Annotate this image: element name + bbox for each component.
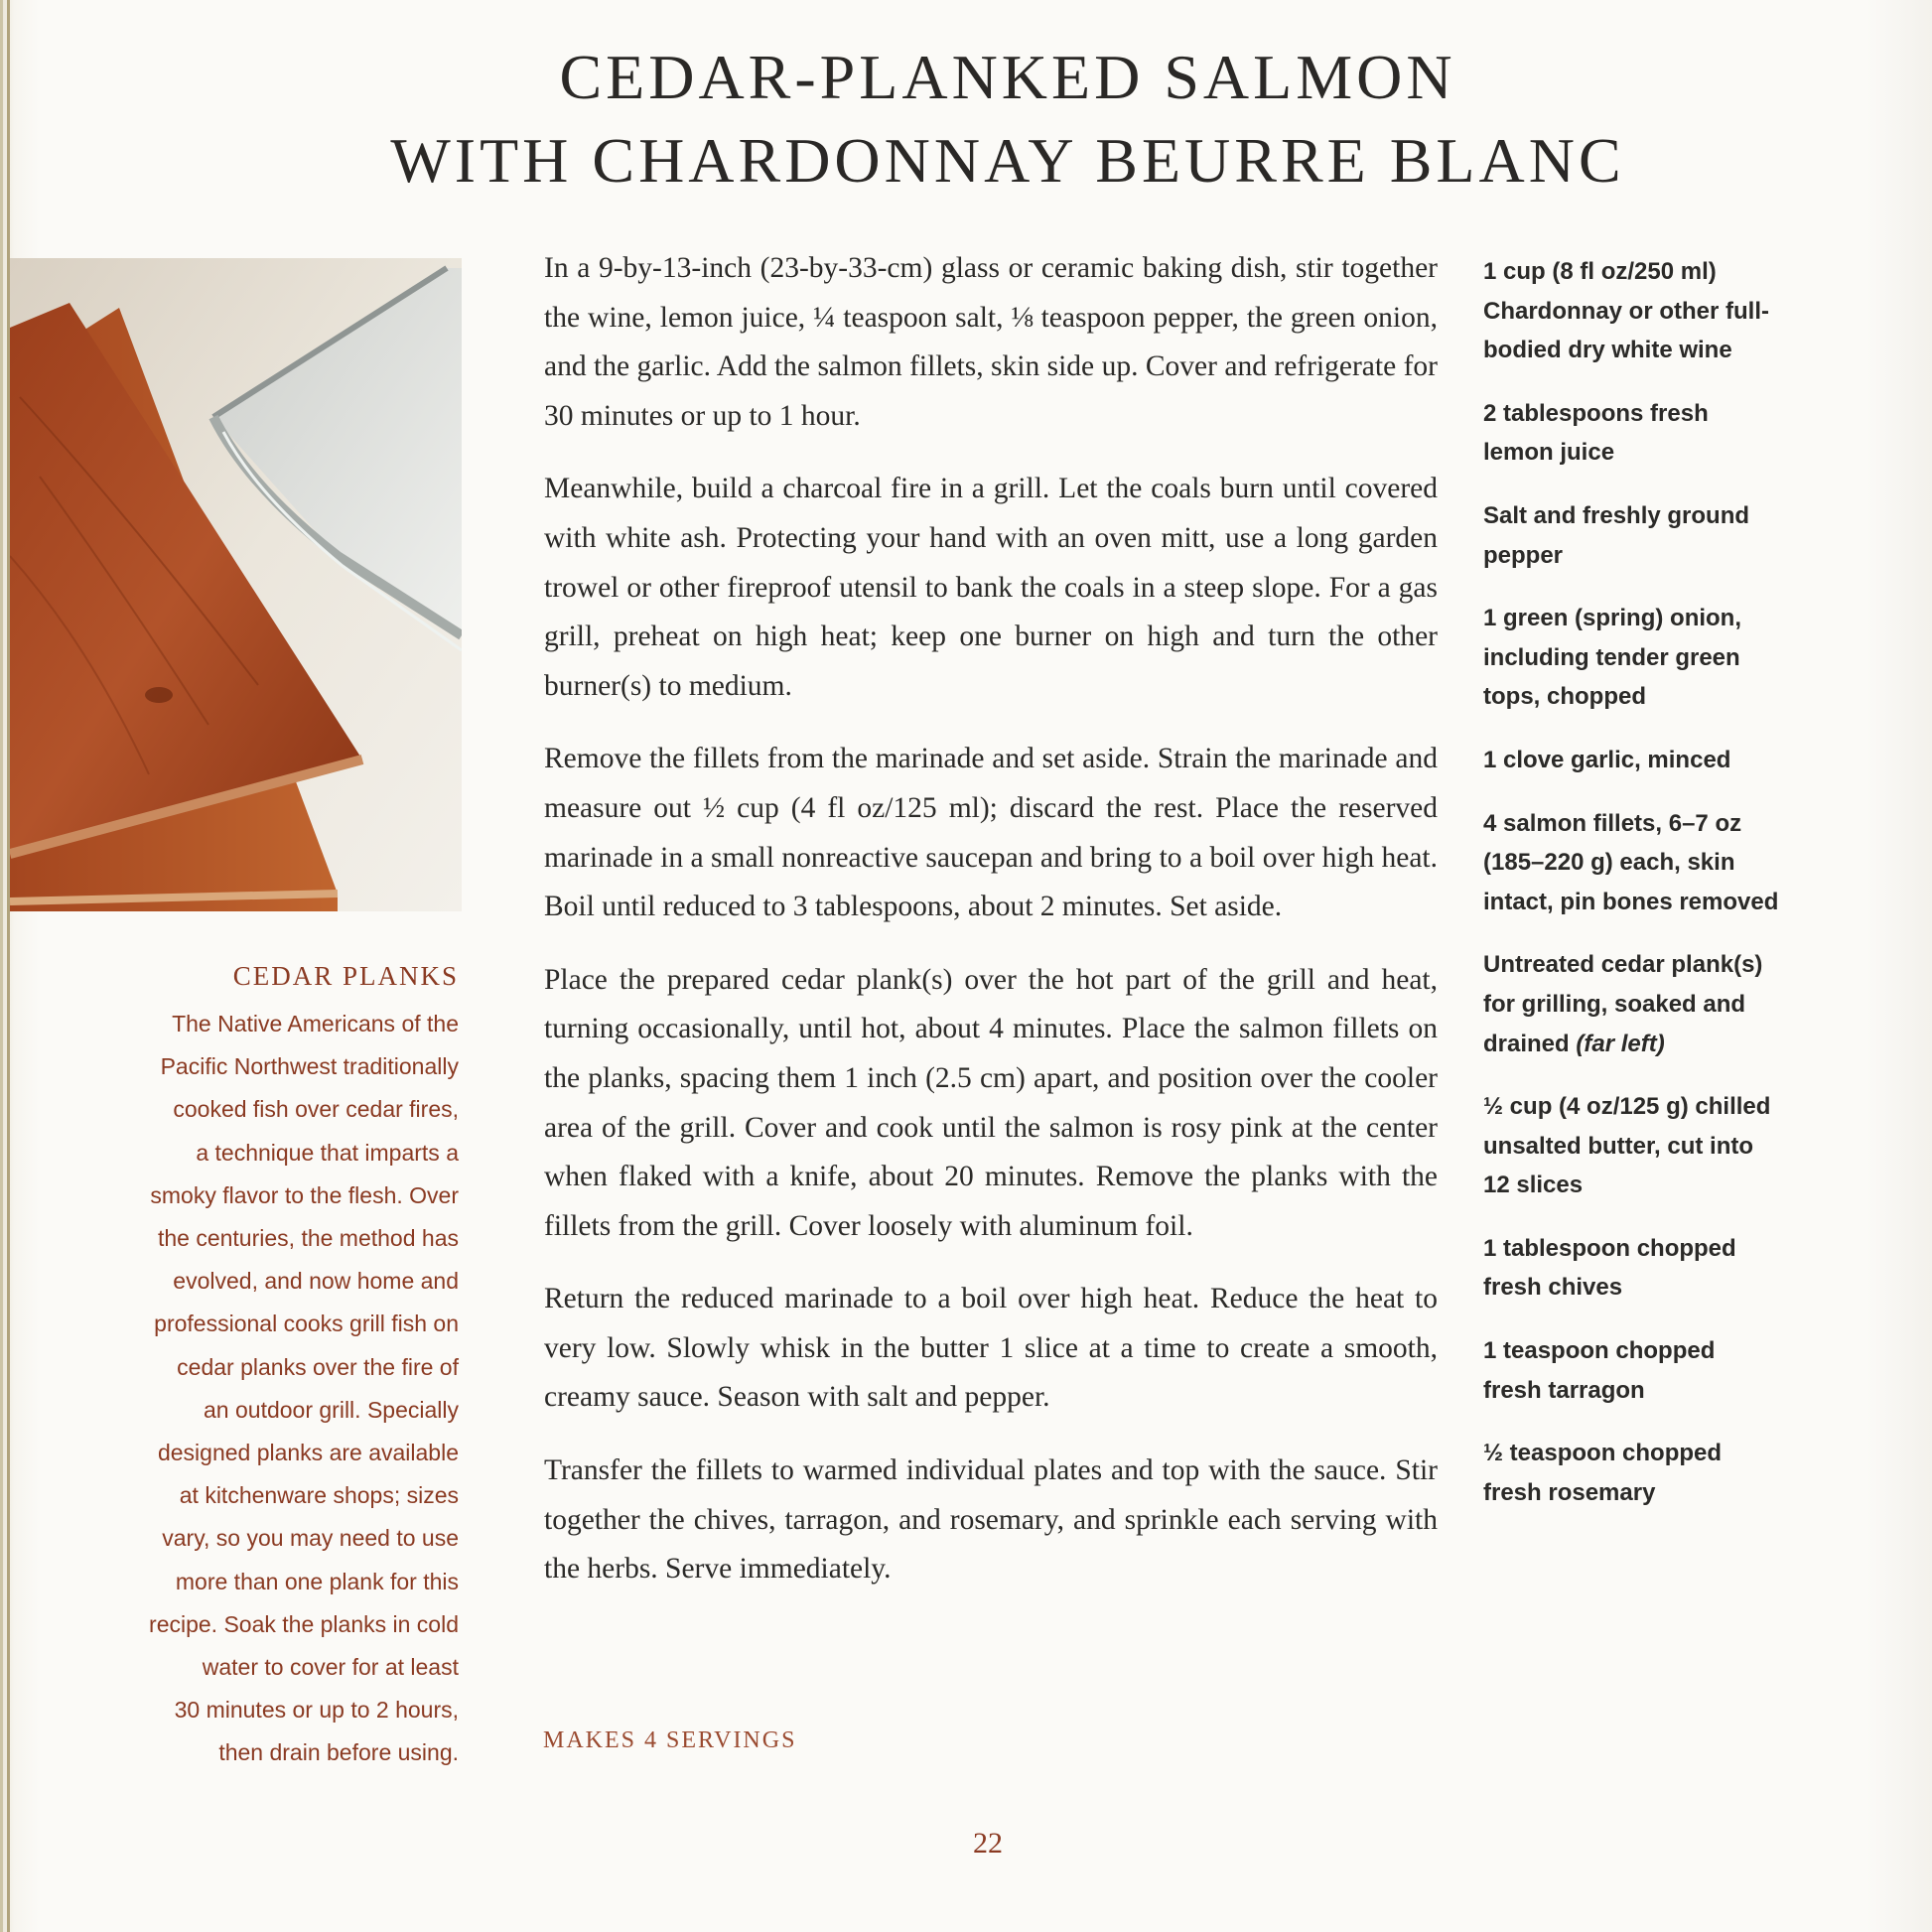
- method-paragraph: In a 9-by-13-inch (23-by-33-cm) glass or ceramic baking dish, stir together the wine, lemon juice, ¼ teaspoon salt, ⅛ teaspoon pepper, the green onion, and the garlic. Add the salmon fillets, skin side up. Cover and refrigerate for 30 minutes or up to 1 hour.: [544, 252, 1438, 432]
- recipe-title: [298, 36, 1718, 203]
- sidebar-line: smoky flavor to the flesh. Over: [150, 1181, 459, 1208]
- method-paragraph: Transfer the fillets to warmed individual plates and top with the sauce. Stir together the chives, tarragon, and rosemary, and sprinkle each serving with the herbs. Serve immediately.: [544, 1454, 1438, 1586]
- ingredient-line: tops, chopped: [1483, 683, 1646, 711]
- ingredient-line: 1 teaspoon chopped: [1483, 1337, 1716, 1365]
- ingredient: [1483, 945, 1811, 1063]
- ingredient-line: 2 tablespoons fresh: [1483, 399, 1709, 427]
- sidebar-line: vary, so you may need to use: [162, 1525, 459, 1552]
- sidebar-note: [99, 1003, 459, 1775]
- ingredient: [1483, 496, 1811, 575]
- method-steps: [544, 244, 1438, 1618]
- ingredient-line: 1 clove garlic, minced: [1483, 746, 1731, 773]
- ingredient: [1483, 599, 1811, 717]
- sidebar-line: professional cooks grill fish on: [154, 1311, 459, 1337]
- sidebar-line: more than one plank for this: [175, 1568, 459, 1594]
- ingredient-line: Chardonnay or other full-: [1483, 297, 1769, 325]
- sidebar-line: an outdoor grill. Specially: [204, 1396, 459, 1423]
- method-paragraph: Remove the fillets from the marinade and set aside. Strain the marinade and measure out ½ cup (4 fl oz/125 ml); discard the rest. Place the reserved marinade in a small nonreactive saucepan and bring to a boil over high heat. Boil until reduced to 3 tablespoons, about 2 minutes. Set aside.: [544, 743, 1438, 923]
- method-paragraph: Place the prepared cedar plank(s) over the hot part of the grill and heat, turning occasionally, until hot, about 4 minutes. Place the salmon fillets on the planks, spacing them 1 inch (2.5 cm) apart, and position over the cooler area of the grill. Cover and cook until the salmon is rosy pink at the center when flaked with a knife, about 20 minutes. Remove the planks with the fillets from the grill. Cover loosely with aluminum foil.: [544, 963, 1438, 1242]
- ingredient: [1483, 741, 1811, 780]
- wood-knot: [145, 687, 173, 703]
- sidebar-line: then drain before using.: [218, 1739, 459, 1766]
- ingredient-line: 4 salmon fillets, 6–7 oz: [1483, 809, 1742, 837]
- ingredient: [1483, 1331, 1811, 1410]
- ingredient-line: 1 cup (8 fl oz/250 ml): [1483, 258, 1717, 285]
- sidebar-heading: CEDAR PLANKS: [232, 961, 459, 991]
- ingredient-line: intact, pin bones removed: [1483, 888, 1779, 915]
- page-number: 22: [973, 1827, 1003, 1860]
- ingredient-line: fresh chives: [1483, 1274, 1623, 1302]
- sidebar-line: at kitchenware shops; sizes: [179, 1482, 459, 1509]
- sidebar-line: cedar planks over the fire of: [177, 1353, 459, 1380]
- sidebar-line: 30 minutes or up to 2 hours,: [174, 1697, 459, 1724]
- ingredient-line: (185–220 g) each, skin: [1483, 849, 1735, 877]
- ingredient: [1483, 394, 1811, 473]
- sidebar-line: water to cover for at least: [202, 1654, 459, 1681]
- ingredient-line: bodied dry white wine: [1483, 337, 1732, 364]
- sidebar-line: recipe. Soak the planks in cold: [149, 1610, 459, 1637]
- sidebar-line: the centuries, the method has: [157, 1225, 459, 1252]
- ingredient: [1483, 804, 1811, 922]
- ingredient-line: 1 green (spring) onion,: [1483, 605, 1742, 632]
- ingredient: [1483, 1229, 1811, 1308]
- ingredient-line: including tender green: [1483, 643, 1740, 671]
- ingredient-line: 1 tablespoon chopped: [1483, 1234, 1736, 1262]
- ingredient: [1483, 1434, 1811, 1512]
- cedar-planks-illustration: [10, 258, 462, 911]
- sidebar-line: evolved, and now home and: [173, 1268, 459, 1295]
- ingredient: [1483, 252, 1811, 370]
- sidebar-line: The Native Americans of the: [172, 1011, 459, 1036]
- sidebar-line: Pacific Northwest traditionally: [160, 1053, 459, 1080]
- sidebar-line: designed planks are available: [157, 1440, 459, 1466]
- binding-edge: [0, 0, 3, 1932]
- ingredient-line: 12 slices: [1483, 1172, 1584, 1199]
- ingredient-note: (far left): [1576, 1030, 1665, 1057]
- ingredient-line: Untreated cedar plank(s): [1483, 951, 1763, 979]
- ingredient-line: ½ cup (4 oz/125 g) chilled: [1483, 1093, 1771, 1121]
- ingredients-list: [1483, 252, 1811, 1536]
- ingredient-line: fresh rosemary: [1483, 1478, 1656, 1506]
- ingredient-line: pepper: [1483, 541, 1564, 569]
- ingredient-text: drained: [1483, 1030, 1570, 1057]
- cedar-planks-photo: [10, 258, 462, 911]
- method-paragraph: Return the reduced marinade to a boil over high heat. Reduce the heat to very low. Slowly whisk in the butter 1 slice at a time to create a smooth, creamy sauce. Season with salt and pepper.: [544, 1283, 1438, 1414]
- sidebar-line: a technique that imparts a: [196, 1139, 459, 1166]
- ingredient-line: for grilling, soaked and: [1483, 990, 1746, 1018]
- ingredient-line: [1483, 1025, 1811, 1064]
- ingredient-line: ½ teaspoon chopped: [1483, 1440, 1723, 1467]
- ingredient: [1483, 1087, 1811, 1205]
- ingredient-line: Salt and freshly ground: [1483, 501, 1750, 529]
- ingredient-line: lemon juice: [1483, 439, 1615, 467]
- recipe-title-line-1: CEDAR-PLANKED SALMON: [559, 42, 1456, 112]
- ingredient-line: fresh tarragon: [1483, 1376, 1645, 1404]
- ingredient-line: unsalted butter, cut into: [1483, 1132, 1754, 1160]
- sidebar-line: cooked fish over cedar fires,: [173, 1096, 459, 1123]
- recipe-title-line-2: WITH CHARDONNAY BEURRE BLANC: [390, 125, 1625, 196]
- yield-label: MAKES 4 SERVINGS: [543, 1727, 797, 1753]
- method-paragraph: Meanwhile, build a charcoal fire in a grill. Let the coals burn until covered with white ash. Protecting your hand with an oven mitt, use a long garden trowel or other fireproof utensil to bank the coals in a steep slope. For a gas grill, preheat on high heat; keep one burner on high and turn the other burner(s) to medium.: [544, 473, 1438, 702]
